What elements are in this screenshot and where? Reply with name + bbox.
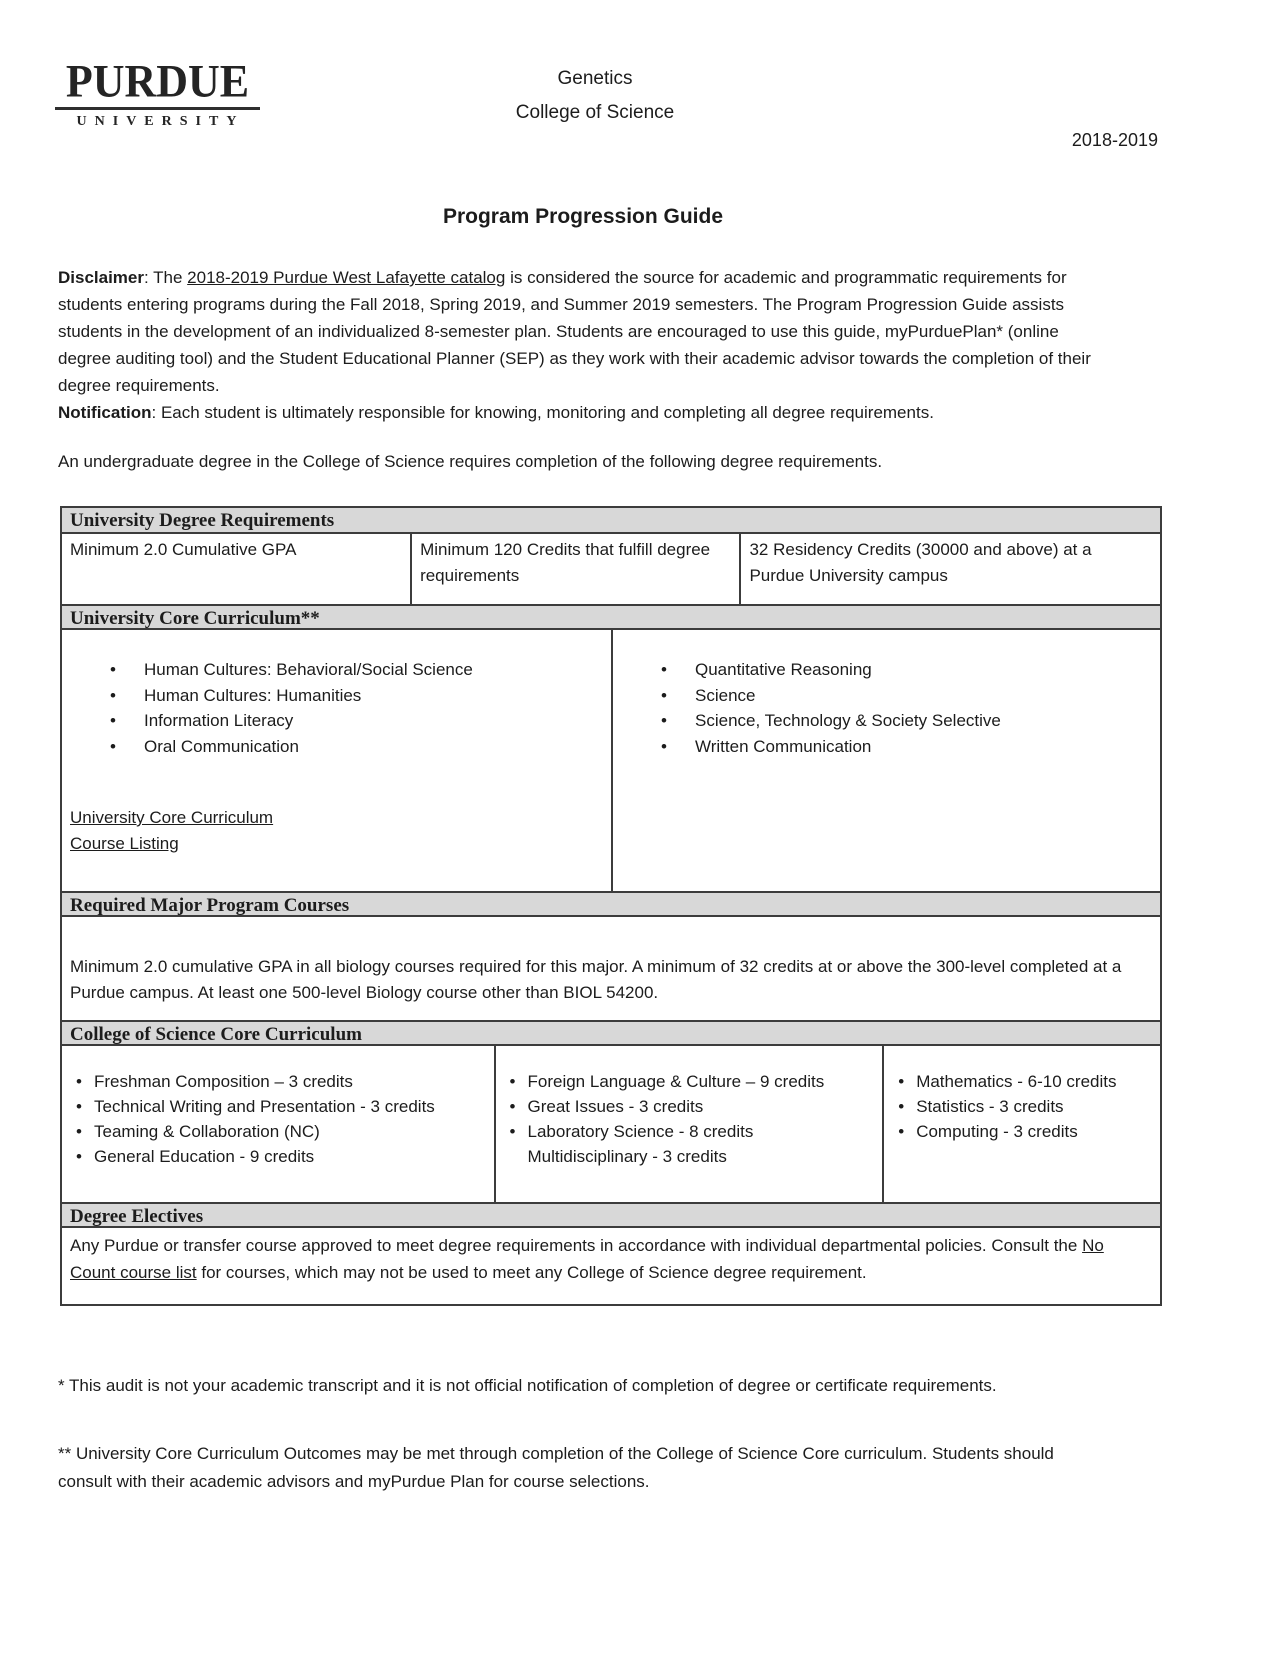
disclaimer-label: Disclaimer [58, 268, 144, 287]
lead-sentence: An undergraduate degree in the College of Science requires completion of the following degree requirements. [58, 452, 883, 471]
cos-list-2 [496, 1069, 883, 1169]
core-left-cell [62, 630, 611, 891]
major-courses-text: Minimum 2.0 cumulative GPA in all biology courses required for this major. A minimum of 32 credits at or above the 300-level completed at a Purdue campus. At least one 500-level Biology course other than BIOL 54200. [70, 957, 1122, 1002]
cos-column-2 [494, 1046, 883, 1202]
purdue-wordmark-sub: UNIVERSITY [76, 114, 245, 129]
footnote-audit: * This audit is not your academic transcript and it is not official notification of completion of degree or certificate requirements. [58, 1376, 997, 1395]
college-name: College of Science [515, 102, 675, 123]
list-item: • Freshman Composition – 3 credits [76, 1069, 494, 1094]
list-item: • Quantitative Reasoning [661, 657, 1160, 683]
list-item: • Human Cultures: Humanities [110, 683, 611, 709]
list-item: • Written Communication [661, 734, 1160, 760]
cos-list-1 [62, 1069, 494, 1169]
notification-paragraph [58, 399, 1108, 426]
ucc-link-line2[interactable]: Course Listing [70, 834, 179, 853]
list-item: • Great Issues - 3 credits [510, 1094, 883, 1119]
catalog-link[interactable]: 2018-2019 Purdue West Lafayette catalog [187, 268, 506, 287]
cos-column-3 [882, 1046, 1160, 1202]
cos-core-row [62, 1046, 1160, 1202]
core-curriculum-row [62, 630, 1160, 891]
list-item: • General Education - 9 credits [76, 1144, 494, 1169]
no-count-course-list-link[interactable]: No Count course list [70, 1236, 1104, 1282]
list-item: • Mathematics - 6-10 credits [898, 1069, 1160, 1094]
notification-label: Notification [58, 403, 152, 422]
core-left-list [62, 657, 611, 759]
section-header-cos-core: College of Science Core Curriculum [62, 1020, 1160, 1046]
list-item: • Foreign Language & Culture – 9 credits [510, 1069, 883, 1094]
page-title: Program Progression Guide [442, 205, 724, 228]
udr-cell-credits: Minimum 120 Credits that fulfill degree requirements [410, 534, 739, 604]
disclaimer-sep: : The [144, 268, 188, 287]
list-item: • Laboratory Science - 8 credits [510, 1119, 883, 1144]
ucc-link-line1[interactable]: University Core Curriculum [70, 808, 274, 827]
degree-electives-text [62, 1228, 1160, 1304]
list-item: • Computing - 3 credits [898, 1119, 1160, 1144]
catalog-year: 2018-2019 [1071, 130, 1158, 150]
section-header-core-curriculum: University Core Curriculum** [62, 604, 1160, 630]
core-right-cell [611, 630, 1160, 891]
core-right-list [613, 657, 1160, 759]
intro-block [58, 264, 1108, 426]
requirements-table [60, 506, 1162, 1306]
udr-cell-residency: 32 Residency Credits (30000 and above) at a Purdue University campus [739, 534, 1160, 604]
list-item: • Human Cultures: Behavioral/Social Science [110, 657, 611, 683]
cos-column-1 [62, 1046, 494, 1202]
notification-text: : Each student is ultimately responsible for knowing, monitoring and completing all degree requirements. [151, 403, 934, 422]
list-item: • Science [661, 683, 1160, 709]
udr-cell-gpa: Minimum 2.0 Cumulative GPA [70, 540, 297, 559]
electives-text-post: for courses, which may not be used to meet any College of Science degree requirement. [196, 1263, 867, 1282]
section-header-degree-electives: Degree Electives [62, 1202, 1160, 1228]
section-header-major-courses: Required Major Program Courses [62, 891, 1160, 917]
list-item: • Oral Communication [110, 734, 611, 760]
purdue-wordmark: PURDUE [65, 55, 250, 108]
list-item: • Teaming & Collaboration (NC) [76, 1119, 494, 1144]
cos-list-3 [884, 1069, 1160, 1144]
list-item-continuation: Multidisciplinary - 3 credits [527, 1147, 727, 1166]
list-item: • Statistics - 3 credits [898, 1094, 1160, 1119]
footnote-ucc-outcomes: ** University Core Curriculum Outcomes may be met through completion of the College of Science Core curriculum. Students should consult with their academic advisors and myPurdue Plan for course selections. [58, 1444, 1054, 1491]
ucc-course-listing-link[interactable] [62, 805, 611, 857]
document-header [0, 62, 1190, 130]
list-item: • Technical Writing and Presentation - 3 credits [76, 1094, 494, 1119]
disclaimer-paragraph [58, 264, 1108, 399]
disclaimer-text: is considered the source for academic and programmatic requirements for students entering programs during the Fall 2018, Spring 2019, and Summer 2019 semesters. The Program Progression Guide assists students in the development of an individualized 8-semester plan. Students are encouraged to use this guide, myPurduePlan* (online degree auditing tool) and the Student Educational Planner (SEP) as they work with their academic advisor towards the completion of their degree requirements. [58, 268, 1091, 395]
list-item: • Information Literacy [110, 708, 611, 734]
program-name: Genetics [557, 68, 633, 89]
university-degree-row [62, 534, 1160, 604]
list-item: • Science, Technology & Society Selective [661, 708, 1160, 734]
major-courses-row [62, 917, 1160, 1020]
section-header-university-degree: University Degree Requirements [62, 508, 1160, 534]
degree-electives-row [62, 1228, 1160, 1304]
electives-text-pre: Any Purdue or transfer course approved to meet degree requirements in accordance with individual departmental policies. Consult the [70, 1236, 1083, 1255]
